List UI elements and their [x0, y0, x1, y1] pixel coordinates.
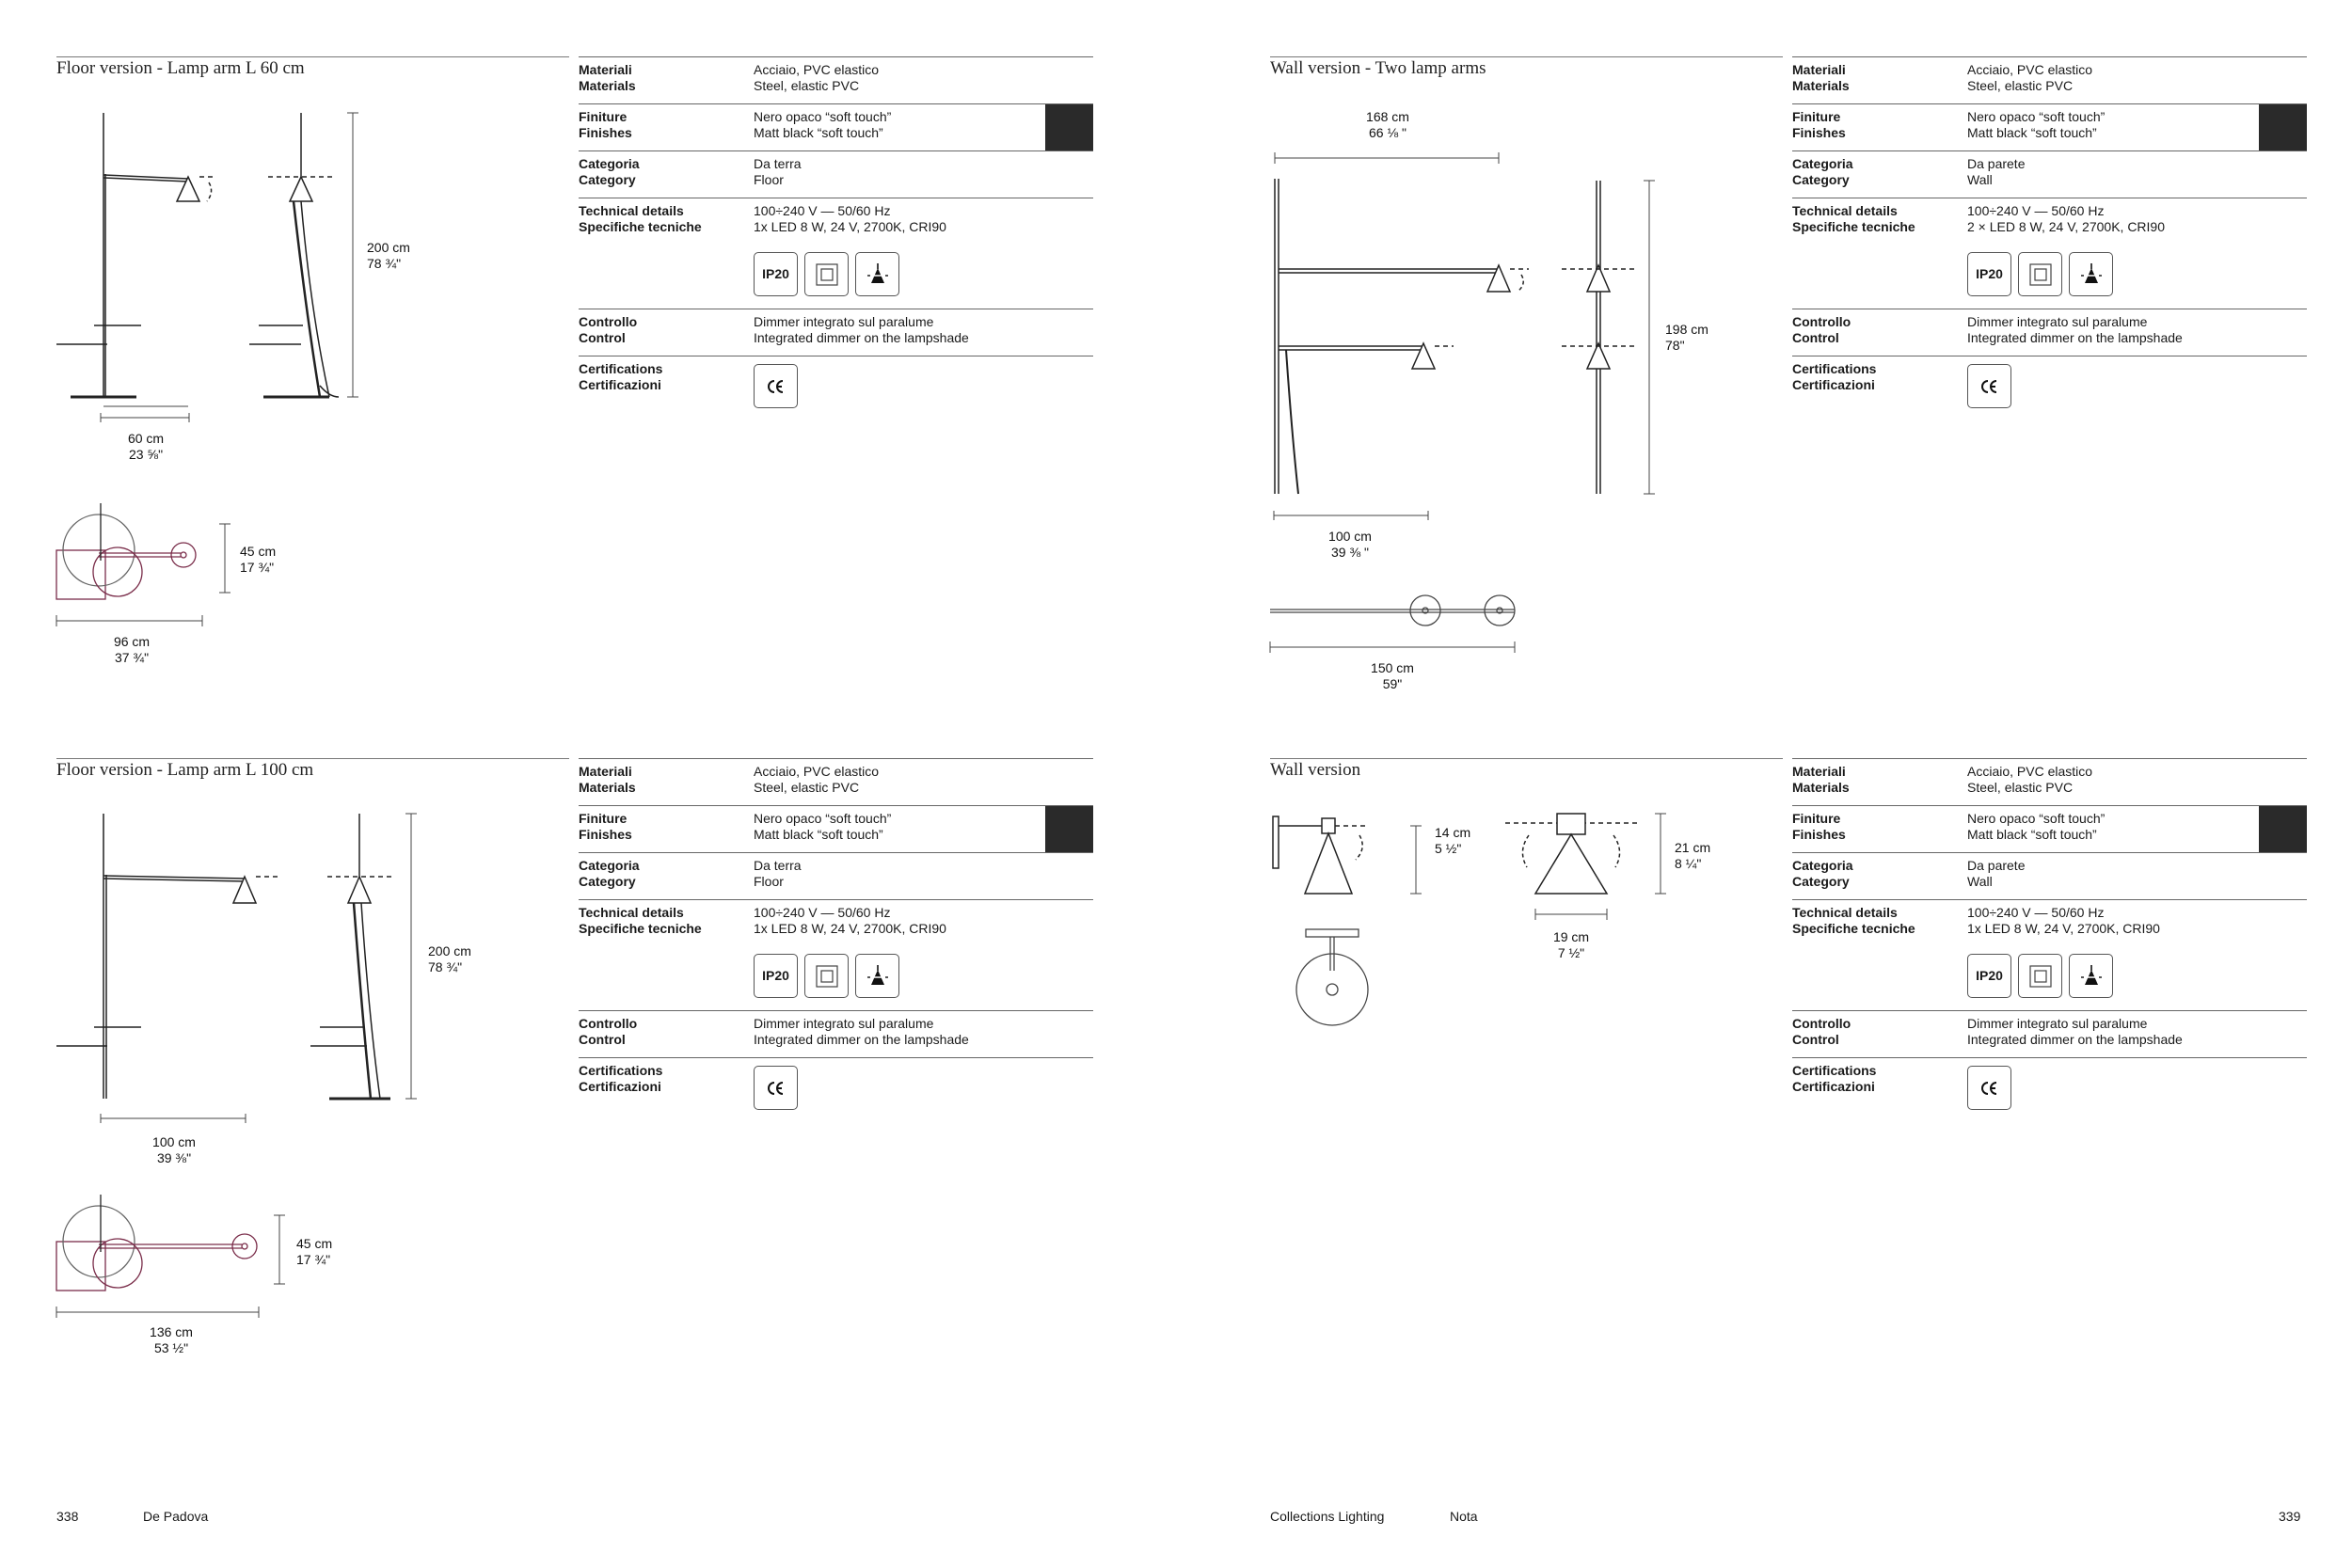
spec-table-floor-60: [579, 56, 1093, 413]
finish-swatch-matt-black: [1045, 806, 1093, 853]
wall-lamp-two-arms-plan-drawing: [1265, 591, 1529, 657]
spec-row-category: Categoria Category Da parete Wall: [1792, 852, 2307, 899]
dim-line-bottom-width-wall-two: [1272, 510, 1432, 521]
dim-shade-height-wall: 14 cm 5 ½": [1435, 825, 1471, 856]
ce-mark-icon: [754, 364, 798, 408]
class-ii-icon: [804, 252, 849, 296]
floor-lamp-100-plan-drawing: [52, 1190, 296, 1322]
spec-row-technical: Technical details Specifiche tecniche 100÷240 V — 50/60 Hz 1x LED 8 W, 24 V, 2700K, CRI90: [579, 899, 1093, 946]
wall-lamp-two-arms-side-drawing: [1265, 150, 1661, 527]
spec-row-materials: Materiali Materials Acciaio, PVC elastico Steel, elastic PVC: [1792, 56, 2307, 103]
spec-row-technical: Technical details Specifiche tecniche 100÷240 V — 50/60 Hz 1x LED 8 W, 24 V, 2700K, CRI90: [579, 198, 1093, 245]
dimmer-icon: [855, 954, 899, 998]
dim-line-width-100: [99, 1113, 249, 1124]
page-number-left: 338: [56, 1509, 79, 1524]
spec-row-materials: Materiali Materials Acciaio, PVC elastico Steel, elastic PVC: [579, 56, 1093, 103]
spec-row-certifications: Certifications Certificazioni: [579, 356, 1093, 413]
finish-swatch-matt-black: [1045, 104, 1093, 151]
spec-row-materials: Materiali Materials Acciaio, PVC elastico Steel, elastic PVC: [579, 758, 1093, 805]
spec-row-finishes: Finiture Finishes Nero opaco “soft touch” Matt black “soft touch”: [1792, 805, 2307, 852]
dim-width-floor-60: 60 cm 23 ⅝": [127, 431, 165, 462]
section-title-wall-two-arms: Wall version - Two lamp arms: [1270, 58, 1486, 78]
dim-height-floor-60: 200 cm 78 ¾": [367, 240, 410, 271]
section-title-wall: Wall version: [1270, 760, 1361, 780]
class-ii-icon: [804, 954, 849, 998]
dim-top-width-wall-two: 168 cm 66 ⅛ ": [1366, 109, 1409, 140]
spec-row-technical-icons: [1792, 245, 2307, 309]
ce-mark-icon: [1967, 364, 2011, 408]
dim-total-height-wall: 21 cm 8 ¼": [1675, 840, 1711, 871]
footer-product: Nota: [1450, 1509, 1478, 1524]
class-ii-icon: [2018, 252, 2062, 296]
floor-lamp-60-side-drawing: [47, 103, 386, 414]
dim-plan-depth-floor-60: 45 cm 17 ¾": [240, 544, 277, 575]
dim-width-floor-100: 100 cm 39 ⅜": [152, 1134, 196, 1165]
section-divider: [56, 56, 569, 57]
wall-lamp-side-drawing: [1265, 809, 1425, 903]
finish-swatch-matt-black: [2259, 104, 2307, 151]
section-title-floor-100: Floor version - Lamp arm L 100 cm: [56, 760, 314, 780]
spec-row-certifications: Certifications Certificazioni: [1792, 356, 2307, 413]
class-ii-icon: [2018, 954, 2062, 998]
dimmer-icon: [2069, 252, 2113, 296]
section-divider: [56, 758, 569, 759]
spec-row-technical: Technical details Specifiche tecniche 100÷240 V — 50/60 Hz 2 × LED 8 W, 24 V, 2700K, CRI90: [1792, 198, 2307, 245]
ip20-badge: IP20: [1967, 252, 2011, 296]
dim-height-wall-two: 198 cm 78": [1665, 322, 1708, 353]
spec-row-technical: Technical details Specifiche tecniche 100÷240 V — 50/60 Hz 1x LED 8 W, 24 V, 2700K, CRI90: [1792, 899, 2307, 946]
spec-row-certifications: Certifications Certificazioni: [579, 1057, 1093, 1115]
floor-lamp-100-side-drawing: [47, 809, 442, 1110]
ip20-badge: IP20: [754, 954, 798, 998]
dimmer-icon: [2069, 954, 2113, 998]
spec-row-category: Categoria Category Da terra Floor: [579, 852, 1093, 899]
spec-row-finishes: Finiture Finishes Nero opaco “soft touch” Matt black “soft touch”: [1792, 103, 2307, 150]
spec-row-category: Categoria Category Da terra Floor: [579, 150, 1093, 198]
section-divider: [1270, 56, 1783, 57]
dim-plan-width-wall-two: 150 cm 59": [1371, 660, 1414, 691]
dim-plan-width-floor-60: 96 cm 37 ¾": [113, 634, 151, 665]
spec-row-category: Categoria Category Da parete Wall: [1792, 150, 2307, 198]
ce-mark-icon: [754, 1066, 798, 1110]
spec-table-floor-100: [579, 758, 1093, 1115]
spec-row-control: Controllo Control Dimmer integrato sul paralume Integrated dimmer on the lampshade: [1792, 309, 2307, 356]
spec-table-wall: [1792, 758, 2307, 1115]
floor-lamp-60-plan-drawing: [52, 499, 259, 630]
ip20-badge: IP20: [1967, 954, 2011, 998]
dim-shade-width-wall: 19 cm 7 ½": [1552, 929, 1590, 960]
section-title-floor-60: Floor version - Lamp arm L 60 cm: [56, 58, 305, 78]
spec-table-wall-two-arms: [1792, 56, 2307, 413]
wall-lamp-plan-drawing: [1289, 922, 1383, 1035]
footer-brand: De Padova: [143, 1509, 209, 1524]
spec-row-certifications: Certifications Certificazioni: [1792, 1057, 2307, 1115]
dimmer-icon: [855, 252, 899, 296]
finish-swatch-matt-black: [2259, 806, 2307, 853]
wall-lamp-front-drawing: [1501, 809, 1689, 922]
spec-row-control: Controllo Control Dimmer integrato sul paralume Integrated dimmer on the lampshade: [579, 1010, 1093, 1057]
page-number-right: 339: [2279, 1509, 2301, 1524]
section-divider: [1270, 758, 1783, 759]
dim-plan-depth-floor-100: 45 cm 17 ¾": [296, 1236, 333, 1267]
spec-row-finishes: Finiture Finishes Nero opaco “soft touch” Matt black “soft touch”: [579, 805, 1093, 852]
spec-row-technical-icons: [1792, 946, 2307, 1010]
footer-section: Collections Lighting: [1270, 1509, 1385, 1524]
ip20-badge: IP20: [754, 252, 798, 296]
spec-row-control: Controllo Control Dimmer integrato sul paralume Integrated dimmer on the lampshade: [579, 309, 1093, 356]
dim-height-floor-100: 200 cm 78 ¾": [428, 943, 471, 974]
dim-line-width-60: [99, 412, 193, 423]
spec-row-technical-icons: [579, 946, 1093, 1010]
spec-row-materials: Materiali Materials Acciaio, PVC elastico Steel, elastic PVC: [1792, 758, 2307, 805]
ce-mark-icon: [1967, 1066, 2011, 1110]
spec-row-control: Controllo Control Dimmer integrato sul paralume Integrated dimmer on the lampshade: [1792, 1010, 2307, 1057]
spec-row-finishes: Finiture Finishes Nero opaco “soft touch” Matt black “soft touch”: [579, 103, 1093, 150]
spec-row-technical-icons: [579, 245, 1093, 309]
dim-bottom-width-wall-two: 100 cm 39 ⅜ ": [1328, 529, 1372, 560]
dim-plan-width-floor-100: 136 cm 53 ½": [150, 1324, 193, 1355]
